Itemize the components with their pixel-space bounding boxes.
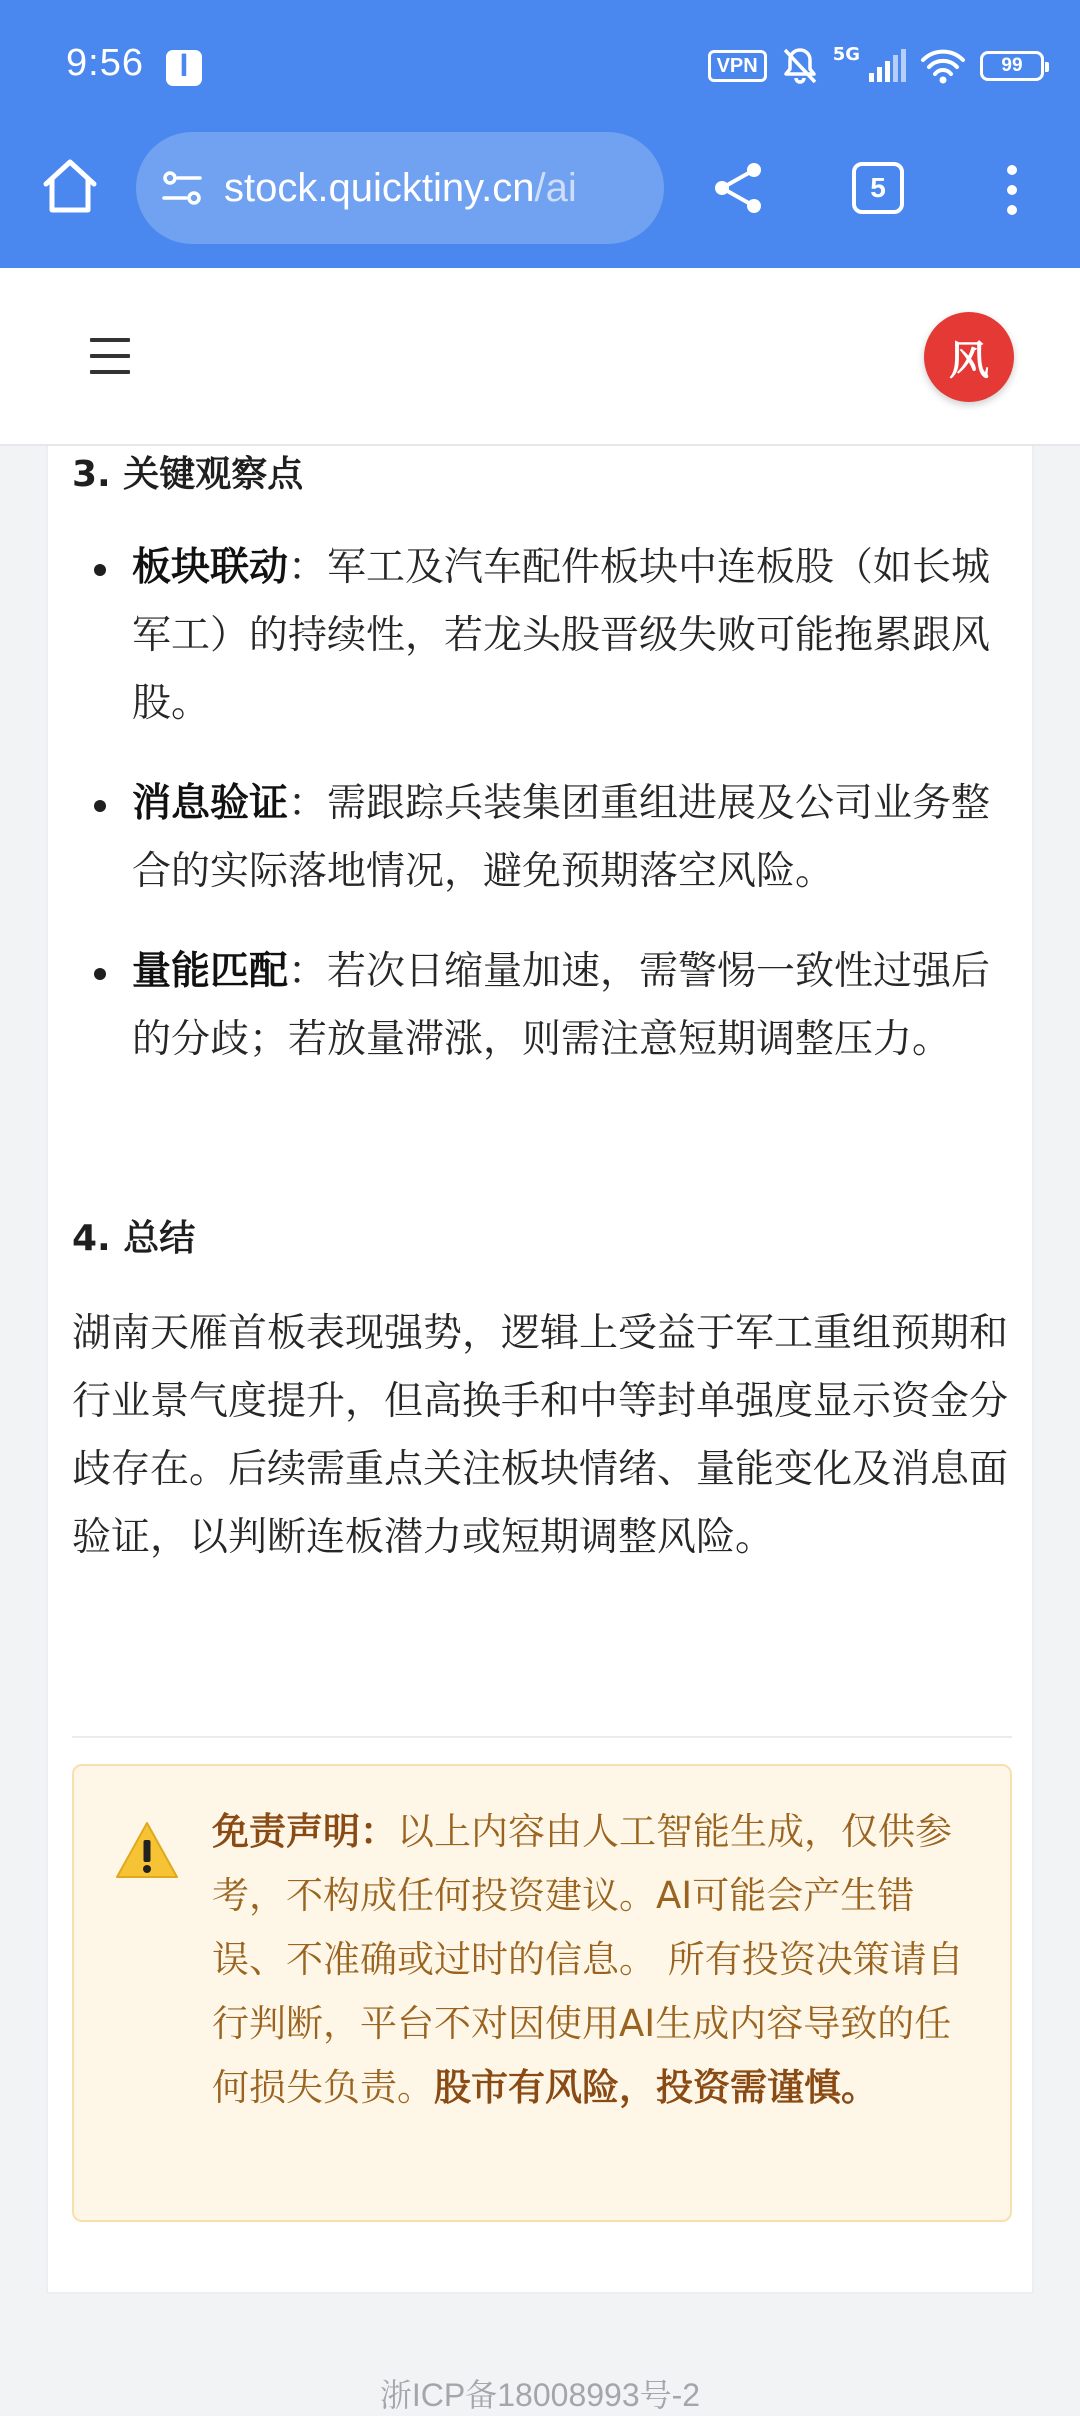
disclaimer-title: 免责声明： — [212, 1810, 397, 1853]
share-icon[interactable] — [708, 158, 768, 218]
avatar[interactable]: 风 — [924, 312, 1014, 402]
url-text — [224, 166, 577, 211]
observation-list — [72, 534, 1022, 1106]
notification-app-icon: ꟾ — [166, 50, 202, 86]
disclaimer-emphasis: 股市有风险，投资需谨慎。 — [434, 2066, 878, 2109]
bullet-label: 消息验证 — [132, 781, 289, 826]
network-type: 5G — [832, 44, 860, 65]
url-path: /ai — [534, 165, 577, 210]
bell-muted-icon — [781, 46, 819, 86]
wifi-icon — [920, 48, 966, 84]
bullet-label: 量能匹配 — [132, 949, 289, 994]
hamburger-menu-icon[interactable] — [90, 338, 130, 374]
url-host: stock.quicktiny.cn — [224, 165, 535, 210]
cellular-signal-icon — [868, 49, 906, 83]
disclaimer-box — [72, 1764, 1012, 2222]
list-item — [72, 938, 1022, 1074]
browser-chrome — [0, 0, 1080, 268]
disclaimer-body: 以上内容由人工智能生成，仅供参考，不构成任何投资建议。AI可能会产生错误、不准确或过时的信息。 所有投资决策请自行判断，平台不对因使用AI生成内容导致的任何损失负责。 — [212, 1810, 964, 2109]
divider — [72, 1736, 1012, 1738]
bullet-text: ：若次日缩量加速，需警惕一致性过强后的分歧；若放量滞涨，则需注意短期调整压力。 — [132, 949, 991, 1062]
summary-paragraph: 湖南天雁首板表现强势，逻辑上受益于军工重组预期和行业景气度提升，但高换手和中等封单强度显示资金分歧存在。后续需重点关注板块情绪、量能变化及消息面验证，以判断连板潜力或短期调整风险。 — [72, 1311, 1009, 1560]
tab-switcher-button[interactable]: 5 — [852, 162, 904, 214]
bullet-text: ：需跟踪兵装集团重组进展及公司业务整合的实际落地情况，避免预期落空风险。 — [132, 781, 991, 894]
vpn-icon: VPN — [708, 50, 767, 82]
section-4-heading: 4. 总结 — [72, 1218, 196, 1259]
battery-icon: 99 — [980, 51, 1044, 81]
status-bar — [0, 0, 1080, 132]
bullet-label: 板块联动 — [132, 545, 289, 590]
browser-toolbar — [0, 132, 1080, 268]
status-indicators — [708, 44, 1044, 88]
section-3-heading: 3. 关键观察点 — [72, 454, 304, 495]
site-info-icon[interactable] — [158, 164, 206, 212]
list-item — [72, 534, 1022, 738]
more-options-icon[interactable] — [1000, 162, 1024, 218]
disclaimer-text — [212, 1800, 972, 2120]
status-time: 9:56 — [66, 42, 144, 84]
bullet-text: ：军工及汽车配件板块中连板股（如长城军工）的持续性，若龙头股晋级失败可能拖累跟风股。 — [132, 545, 991, 726]
icp-footer[interactable]: 浙ICP备18008993号-2 — [379, 2377, 701, 2413]
site-header — [0, 268, 1080, 446]
warning-icon — [114, 1820, 180, 1880]
home-icon[interactable] — [38, 154, 102, 218]
list-item — [72, 770, 1022, 906]
address-bar[interactable] — [136, 132, 664, 244]
article-card — [46, 446, 1034, 2294]
